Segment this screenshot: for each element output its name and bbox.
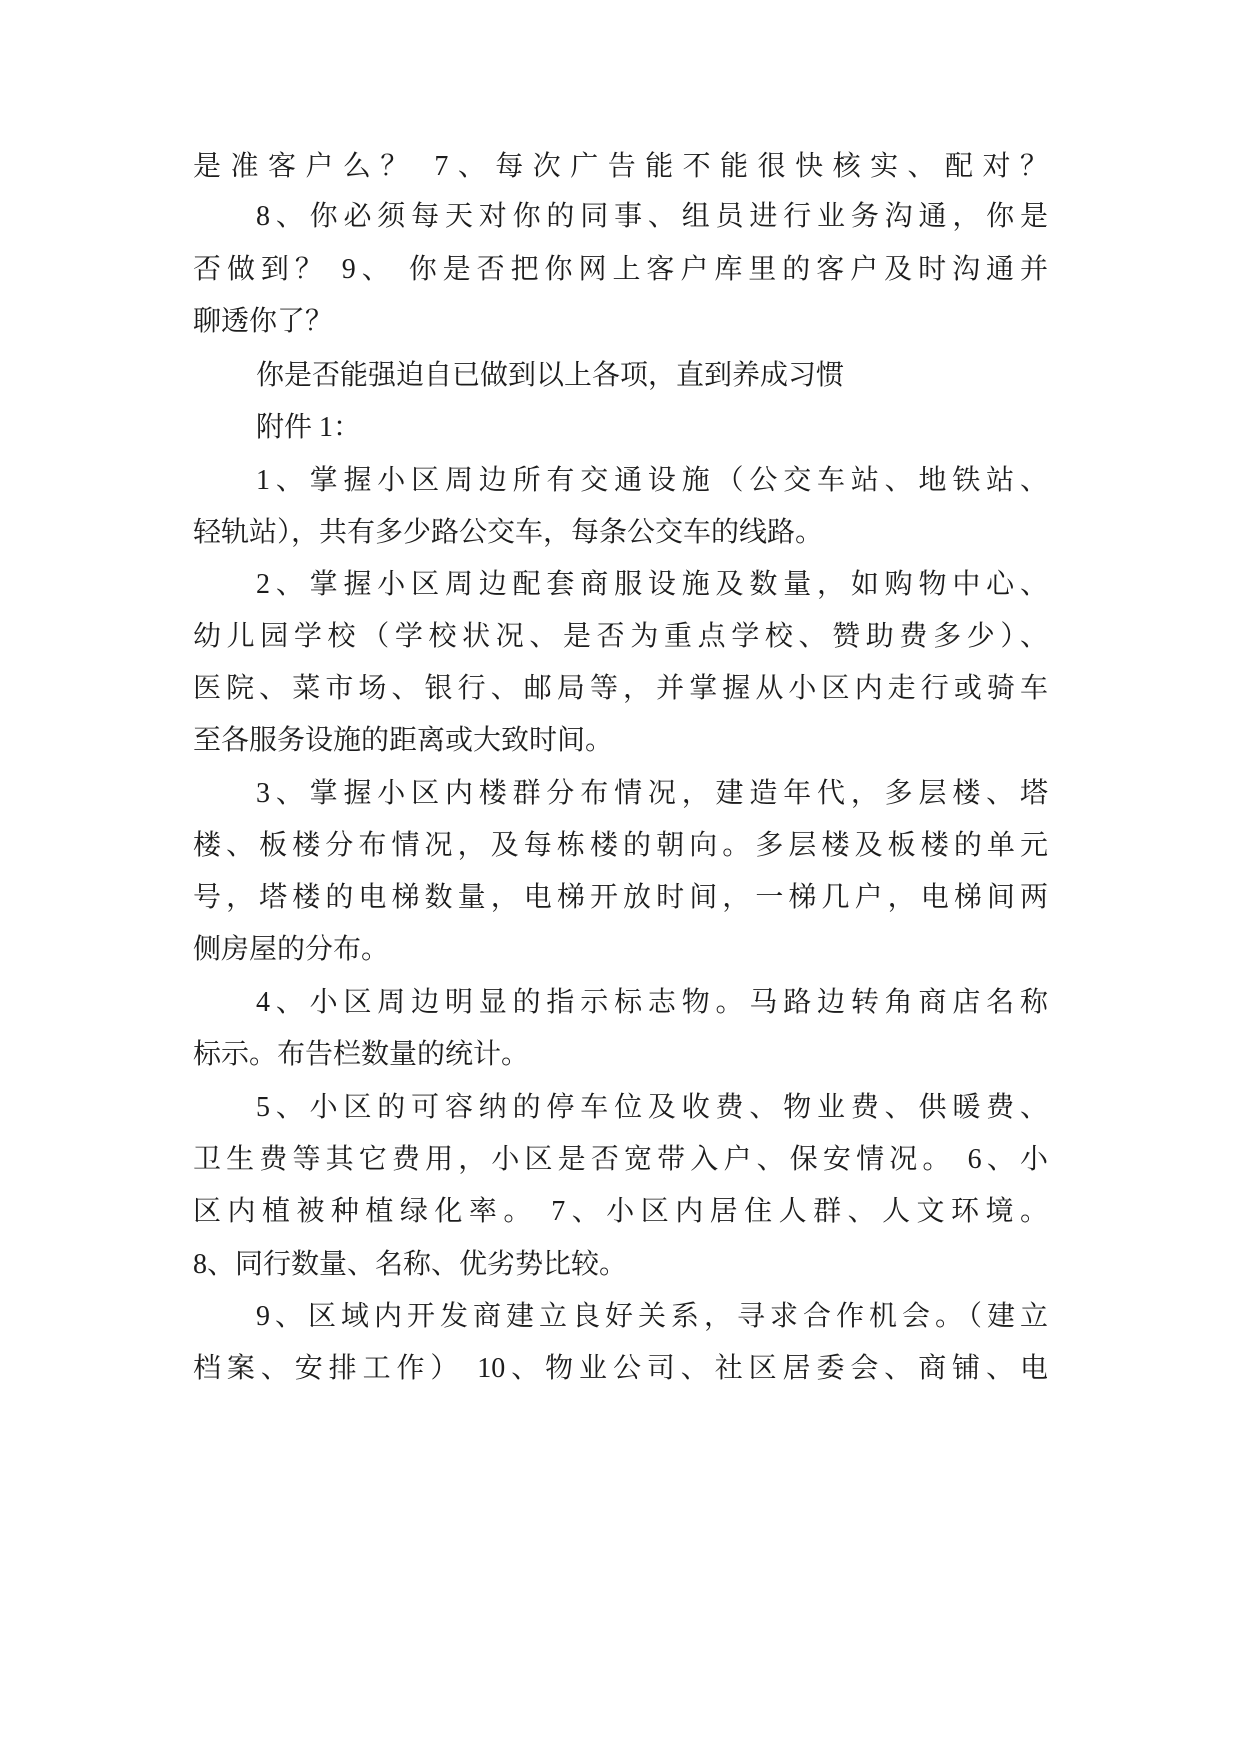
text-line: 是准客户么？ 7、每次广告能不能很快核实、配对？ [193,151,1048,182]
text-line: 3、掌握小区内楼群分布情况，建造年代，多层楼、塔 [256,778,1048,809]
text-line: 聊透你了？ [193,306,334,337]
text-line: 号，塔楼的电梯数量，电梯开放时间，一梯几户，电梯间两 [193,882,1048,913]
text-line: 轻轨站），共有多少路公交车，每条公交车的线路。 [193,517,824,548]
text-line: 档案、安排工作） 10、物业公司、社区居委会、商铺、电 [193,1353,1048,1384]
text-line: 5、小区的可容纳的停车位及收费、物业费、供暖费、 [256,1092,1048,1123]
text-line: 幼儿园学校（学校状况、是否为重点学校、赞助费多少）、 [193,621,1048,652]
text-line: 区内植被种植绿化率。 7、小区内居住人群、人文环境。 [193,1196,1048,1227]
text-line: 侧房屋的分布。 [193,934,390,965]
text-line: 卫生费等其它费用，小区是否宽带入户、保安情况。 6、小 [193,1144,1048,1175]
text-line: 附件 1： [256,412,362,443]
text-line: 医院、菜市场、银行、邮局等，并掌握从小区内走行或骑车 [193,673,1048,704]
text-line: 至各服务设施的距离或大致时间。 [193,725,614,756]
text-line: 楼、板楼分布情况，及每栋楼的朝向。多层楼及板楼的单元 [193,830,1048,861]
text-line: 你是否能强迫自已做到以上各项，直到养成习惯 [256,360,845,391]
text-line: 标示。布告栏数量的统计。 [193,1039,530,1070]
text-line: 2、掌握小区周边配套商服设施及数量，如购物中心、 [256,569,1048,600]
text-line: 9、区域内开发商建立良好关系，寻求合作机会。（建立 [256,1301,1048,1332]
text-line: 否做到？ 9、 你是否把你网上客户库里的客户及时沟通并 [193,254,1048,285]
text-line: 8、同行数量、名称、优劣势比较。 [193,1249,628,1280]
text-line: 4、小区周边明显的指示标志物。马路边转角商店名称 [256,987,1048,1018]
text-line: 8、你必须每天对你的同事、组员进行业务沟通，你是 [256,201,1048,232]
text-line: 1、掌握小区周边所有交通设施（公交车站、地铁站、 [256,465,1048,496]
